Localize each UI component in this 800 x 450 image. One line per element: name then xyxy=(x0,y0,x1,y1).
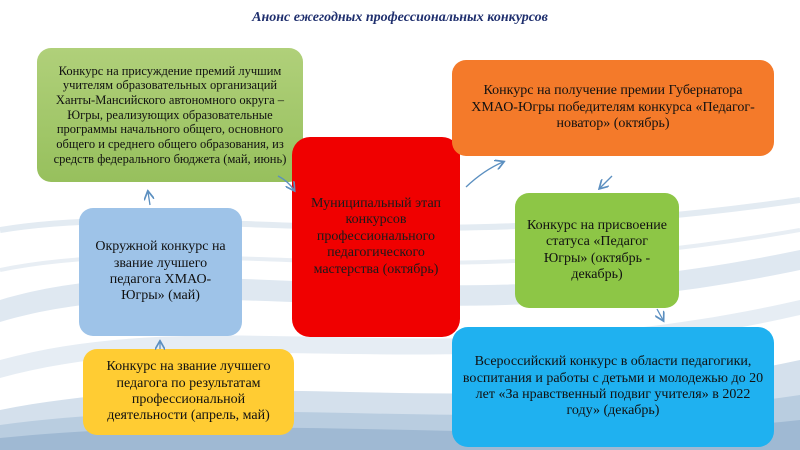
box-all-russian-contest xyxy=(452,327,774,447)
box-best-teacher-contest xyxy=(83,349,294,435)
box-municipal-stage xyxy=(292,137,460,337)
box-federal-award-contest xyxy=(37,48,303,182)
box-municipal-stage-text: Муниципальный этап конкурсов профессионального педагогического мастерства (октябрь) xyxy=(311,196,441,277)
box-federal-award-contest-text: Конкурс на присуждение премий лучшим учителям образовательных организаций Ханты-Мансийского автономного округа – Югры, реализующих образовательные программы начального общего, основного общего и среднего общего образования, из средств федерального бюджета (май, июнь) xyxy=(53,63,287,166)
box-governor-award xyxy=(452,60,774,156)
box-teacher-status-text: Конкурс на присвоение статуса «Педагог Югры» (октябрь - декабрь) xyxy=(527,217,667,282)
box-all-russian-contest-text: Всероссийский конкурс в области педагогики, воспитания и работы с детьми и молодежью до 20 лет «За нравственный подвиг учителя» в 2022 году» (декабрь) xyxy=(462,354,764,419)
box-district-contest-text: Окружной конкурс на звание лучшего педагога ХМАО-Югры» (май) xyxy=(95,239,226,304)
box-governor-award-text: Конкурс на получение премии Губернатора ХМАО-Югры победителям конкурса «Педагог-новатор» (октябрь) xyxy=(471,83,755,132)
page-title: Анонс ежегодных профессиональных конкурсов xyxy=(252,10,548,25)
box-district-contest xyxy=(79,208,242,336)
box-best-teacher-contest-text: Конкурс на звание лучшего педагога по результатам профессиональной деятельности (апрель, май) xyxy=(106,359,271,424)
box-teacher-status xyxy=(515,193,679,308)
